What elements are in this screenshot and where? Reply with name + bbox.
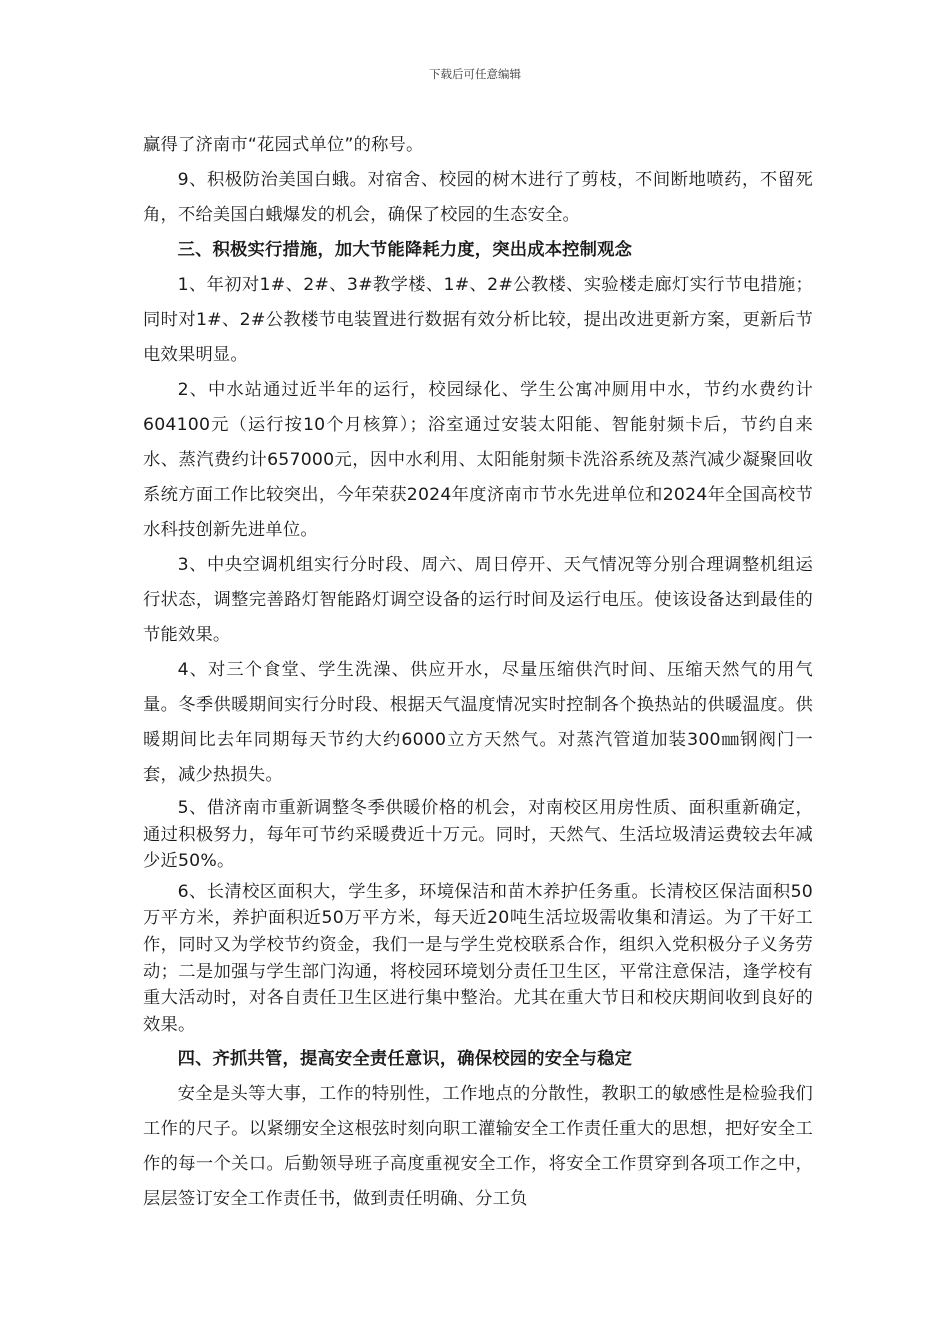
paragraph-continuation: 赢得了济南市“花园式单位”的称号。 bbox=[143, 135, 424, 155]
paragraph-item-9: 9、积极防治美国白蛾。对宿舍、校园的树木进行了剪枝，不间断地喷药，不留死角，不给美国白蛾爆发的机会，确保了校园的生态安全。 bbox=[143, 170, 813, 225]
section-heading-4: 四、齐抓共管，提高安全责任意识，确保校园的安全与稳定 bbox=[177, 1049, 633, 1070]
document-body bbox=[143, 128, 813, 1217]
paragraph-item-6: 6、长清校区面积大，学生多，环境保洁和苗木养护任务重。长清校区保洁面积50万平方米，养护面积近50万平方米，每天近20吨生活垃圾需收集和清运。为了干好工作，同时又为学校节约资金，我们一是与学生党校联系合作，组织入党积极分子义务劳动；二是加强与学生部门沟通，将校园环境划分责任卫生区，平常注意保洁，逢学校有重大活动时，对各自责任卫生区进行集中整治。尤其在重大节日和校庆期间收到良好的效果。 bbox=[143, 881, 813, 1035]
paragraph-item-2: 2、中水站通过近半年的运行，校园绿化、学生公寓冲厕用中水，节约水费约计604100元（运行按10个月核算）；浴室通过安装太阳能、智能射频卡后，节约自来水、蒸汽费约计657000元，因中水利用、太阳能射频卡洗浴系统及蒸汽减少凝聚回收系统方面工作比较突出，今年荣获2024年度济南市节水先进单位和2024年全国高校节水科技创新先进单位。 bbox=[143, 380, 813, 540]
paragraph-item-1: 1、年初对1#、2#、3#教学楼、1#、2#公教楼、实验楼走廊灯实行节电措施；同时对1#、2#公教楼节电装置进行数据有效分析比较，提出改进更新方案，更新后节电效果明显。 bbox=[143, 275, 813, 365]
page-header-note: 下载后可任意编辑 bbox=[429, 67, 521, 81]
paragraph-item-3: 3、中央空调机组实行分时段、周六、周日停开、天气情况等分别合理调整机组运行状态，调整完善路灯智能路灯调空设备的运行时间及运行电压。使该设备达到最佳的节能效果。 bbox=[143, 555, 813, 645]
paragraph-item-5: 5、借济南市重新调整冬季供暖价格的机会，对南校区用房性质、面积重新确定，通过积极努力，每年可节约采暖费近十万元。同时，天然气、生活垃圾清运费较去年减少近50%。 bbox=[143, 798, 813, 872]
section-heading-3: 三、积极实行措施，加大节能降耗力度，突出成本控制观念 bbox=[177, 240, 633, 260]
paragraph-item-4: 4、对三个食堂、学生洗澡、供应开水，尽量压缩供汽时间、压缩天然气的用气量。冬季供暖期间实行分时段、根据天气温度情况实时控制各个换热站的供暖温度。供暖期间比去年同期每天节约大约6000立方天然气。对蒸汽管道加装300㎜钢阀门一套，减少热损失。 bbox=[143, 660, 813, 785]
paragraph-safety: 安全是头等大事，工作的特别性，工作地点的分散性，教职工的敏感性是检验我们工作的尺子。以紧绷安全这根弦时刻向职工灌输安全工作责任重大的思想，把好安全工作的每一个关口。后勤领导班子高度重视安全工作，将安全工作贯穿到各项工作之中，层层签订安全工作责任书，做到责任明确、分工负 bbox=[143, 1084, 813, 1210]
